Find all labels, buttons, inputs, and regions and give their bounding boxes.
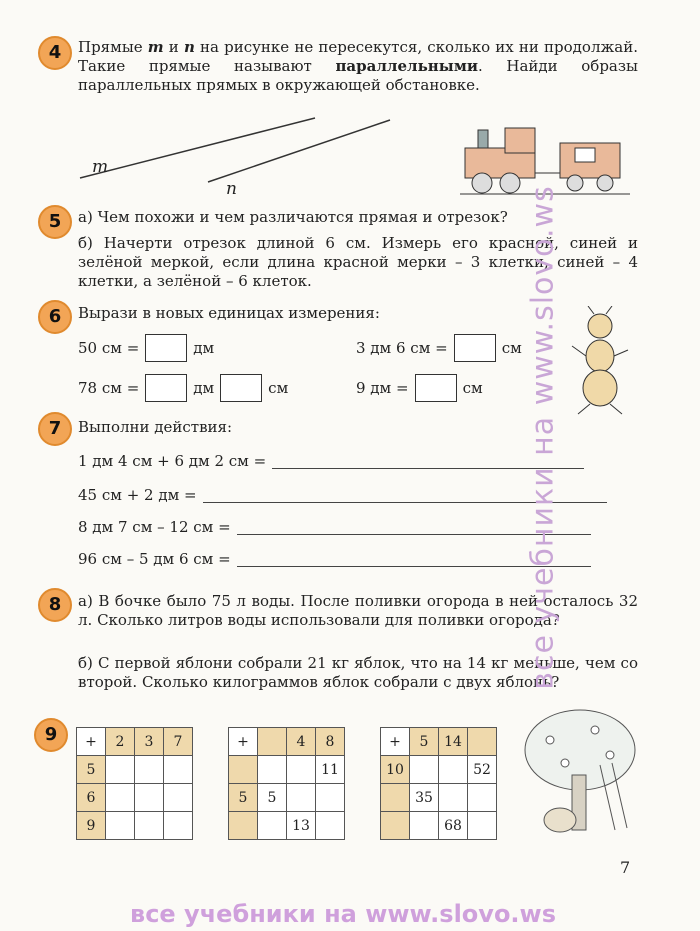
task6-r1-u2: см <box>501 339 522 357</box>
task7-expr: 1 дм 4 см + 6 дм 2 см = <box>78 452 267 470</box>
table-cell: 5 <box>229 784 258 812</box>
line-m-label: m <box>92 157 109 177</box>
watermark-bottom: все учебники на www.slovo.ws <box>130 900 556 928</box>
task7-expr: 8 дм 7 см – 12 см = <box>78 518 231 536</box>
task7-expr: 45 см + 2 дм = <box>78 486 197 504</box>
table-cell: 5 <box>410 728 439 756</box>
table-cell[interactable] <box>258 812 287 840</box>
ant-illustration <box>560 306 640 416</box>
table-cell: 4 <box>287 728 316 756</box>
task6-row1-right <box>356 334 522 362</box>
task-number-9: 9 <box>34 718 68 752</box>
plus-sign: + <box>381 728 410 756</box>
table-cell[interactable] <box>229 756 258 784</box>
plus-sign: + <box>77 728 106 756</box>
table-cell[interactable] <box>164 784 193 812</box>
table-cell[interactable] <box>316 812 345 840</box>
table-cell[interactable] <box>164 756 193 784</box>
task8-a: а) В бочке было 75 л воды. После поливки огорода в ней осталось 32 л. Сколько литров воды использовали для поливки огорода? <box>78 592 638 629</box>
addition-table-1 <box>76 727 193 840</box>
table-cell[interactable] <box>287 756 316 784</box>
task7-item-1 <box>78 452 584 470</box>
task6-title: Вырази в новых единицах измерения: <box>78 304 380 322</box>
apple-tree-illustration <box>520 705 640 835</box>
table-cell[interactable] <box>258 728 287 756</box>
table-cell: 11 <box>316 756 345 784</box>
table-cell[interactable] <box>287 784 316 812</box>
table-cell[interactable] <box>135 812 164 840</box>
table-cell[interactable] <box>381 812 410 840</box>
table-cell[interactable] <box>229 812 258 840</box>
page-number: 7 <box>620 858 631 877</box>
watermark-vertical: все учебники на www.slovo.ws <box>525 185 561 690</box>
table-cell: 13 <box>287 812 316 840</box>
table-cell[interactable] <box>164 812 193 840</box>
table-cell: 6 <box>77 784 106 812</box>
task4-text <box>78 38 638 95</box>
task-number-5: 5 <box>38 205 72 239</box>
task6-r1-u1: дм <box>193 339 215 357</box>
line-n-label: n <box>226 179 237 199</box>
table-cell: 5 <box>77 756 106 784</box>
task6-row2-left <box>78 374 288 402</box>
task7-item-4 <box>78 550 591 568</box>
table-cell: 35 <box>410 784 439 812</box>
table-cell[interactable] <box>316 784 345 812</box>
task6-r2-u1b: см <box>268 379 289 397</box>
answer-box[interactable] <box>454 334 496 362</box>
task4-bold-term: параллельными <box>335 57 478 75</box>
table-cell: 10 <box>381 756 410 784</box>
task6-r2-l1: 78 см = <box>78 379 140 397</box>
task4-and: и <box>163 38 184 56</box>
table-cell[interactable] <box>106 784 135 812</box>
table-cell: 14 <box>439 728 468 756</box>
task7-expr: 96 см – 5 дм 6 см = <box>78 550 231 568</box>
table-cell[interactable] <box>439 784 468 812</box>
task-number-7: 7 <box>38 412 72 446</box>
answer-box[interactable] <box>145 334 187 362</box>
task7-item-3 <box>78 518 591 536</box>
table-cell[interactable] <box>468 728 497 756</box>
plus-sign: + <box>229 728 258 756</box>
task7-title: Выполни действия: <box>78 418 233 436</box>
task6-r1-l1: 50 см = <box>78 339 140 357</box>
table-cell: 2 <box>106 728 135 756</box>
task5-a: а) Чем похожи и чем различаются прямая и отрезок? <box>78 208 508 226</box>
task-number-4: 4 <box>38 36 72 70</box>
table-cell: 8 <box>316 728 345 756</box>
task6-r1-l2: 3 дм 6 см = <box>356 339 448 357</box>
line-n <box>208 120 390 182</box>
table-cell[interactable] <box>410 756 439 784</box>
answer-box[interactable] <box>415 374 457 402</box>
table-cell[interactable] <box>381 784 410 812</box>
table-cell[interactable] <box>410 812 439 840</box>
table-cell[interactable] <box>135 784 164 812</box>
addition-table-3 <box>380 727 497 840</box>
table-cell[interactable] <box>106 812 135 840</box>
answer-box[interactable] <box>220 374 262 402</box>
label-n-inline: n <box>183 38 195 56</box>
task6-r2-l2: 9 дм = <box>356 379 409 397</box>
table-cell[interactable] <box>439 756 468 784</box>
task-number-6: 6 <box>38 300 72 334</box>
task6-r2-u2: см <box>462 379 483 397</box>
line-m <box>80 118 315 178</box>
table-cell[interactable] <box>468 812 497 840</box>
table-cell[interactable] <box>468 784 497 812</box>
table-cell[interactable] <box>106 756 135 784</box>
table-cell: 9 <box>77 812 106 840</box>
task5-b: б) Начерти отрезок длиной 6 см. Измерь его красной, синей и зелёной меркой, если длина красной мерки – 3 клетки, синей – 4 клетки, а зелёной – 6 клеток. <box>78 234 638 290</box>
table-cell[interactable] <box>258 756 287 784</box>
task-number-8: 8 <box>38 588 72 622</box>
table-cell: 5 <box>258 784 287 812</box>
table-cell[interactable] <box>135 756 164 784</box>
table-cell: 3 <box>135 728 164 756</box>
task6-row2-right <box>356 374 483 402</box>
answer-box[interactable] <box>145 374 187 402</box>
task6-r2-u1: дм <box>193 379 215 397</box>
task4-text-pre: Прямые <box>78 38 148 56</box>
task6-row1-left <box>78 334 214 362</box>
addition-table-2 <box>228 727 345 840</box>
table-cell: 7 <box>164 728 193 756</box>
task4-text-mid: на рисунке не пересекутся, сколько их ни продолжай. Такие прямые называют <box>78 38 638 75</box>
table-cell: 52 <box>468 756 497 784</box>
parallel-lines-figure <box>60 110 420 200</box>
task4-text-post: . Найди образы параллельных прямых в окружающей обстановке. <box>78 57 638 94</box>
label-m-inline: m <box>147 38 164 56</box>
table-cell: 68 <box>439 812 468 840</box>
task8-b: б) С первой яблони собрали 21 кг яблок, что на 14 кг меньше, чем со второй. Сколько килограммов яблок собрали с двух яблонь? <box>78 654 638 691</box>
